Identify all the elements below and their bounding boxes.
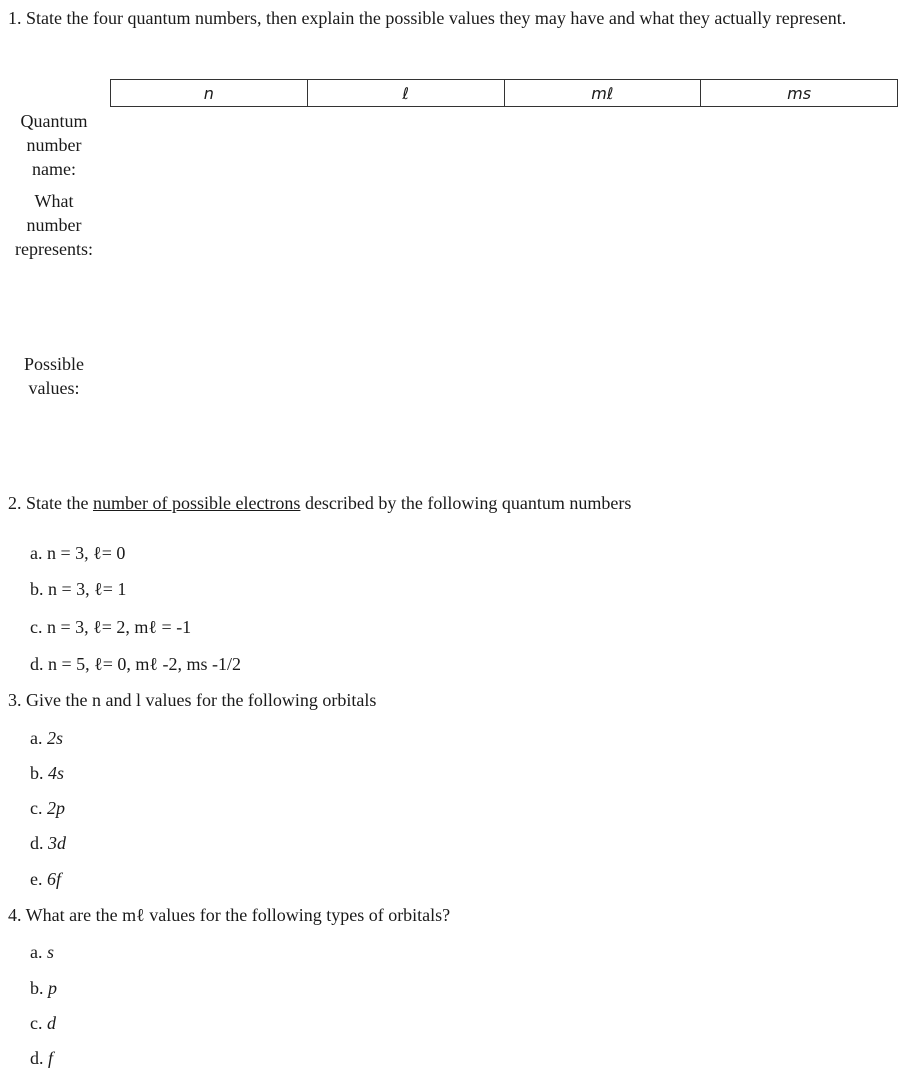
q3-d-orbital: 3d — [48, 833, 66, 853]
question-2-prompt — [8, 493, 631, 514]
header-ms: ms — [701, 80, 898, 107]
q4-item-a — [30, 942, 54, 963]
q3-item-e — [30, 869, 61, 890]
row-label-name — [8, 109, 100, 181]
q2-underlined: number of possible electrons — [92, 493, 301, 513]
question-1-prompt: 1. State the four quantum numbers, then explain the possible values they may have and what they actually represent. — [8, 8, 847, 28]
q4-c-letter: c. — [30, 1013, 47, 1033]
row-label-rep-line1: What — [34, 191, 74, 211]
q2-item-b: b. n = 3, ℓ= 1 — [30, 579, 127, 599]
q3-c-letter: c. — [30, 798, 47, 818]
q4-item-c — [30, 1013, 56, 1034]
q2-item-d: d. n = 5, ℓ= 0, mℓ -2, ms -1/2 — [30, 654, 242, 674]
q2-item-a: a. n = 3, ℓ= 0 — [30, 543, 126, 563]
row-label-val-line2: values: — [28, 378, 80, 398]
q4-a-orbital: s — [47, 942, 55, 962]
q2-prefix: 2. State the — [8, 493, 93, 513]
question-3-prompt: 3. Give the n and l values for the following orbitals — [8, 690, 377, 710]
header-ml: mℓ — [504, 80, 701, 107]
header-n: n — [111, 80, 308, 107]
q3-e-letter: e. — [30, 869, 47, 889]
q2-suffix: described by the following quantum numbers — [300, 493, 632, 513]
quantum-number-table — [110, 79, 898, 107]
q4-a-letter: a. — [30, 942, 47, 962]
q4-item-b — [30, 978, 57, 999]
header-l: ℓ — [307, 80, 504, 107]
question-4-prompt: 4. What are the mℓ values for the following types of orbitals? — [8, 905, 451, 925]
row-label-name-line1: Quantum — [20, 111, 88, 131]
row-label-name-line2: number — [26, 135, 82, 155]
q4-d-orbital: f — [48, 1048, 54, 1068]
row-label-val-line1: Possible — [23, 354, 84, 374]
row-label-represents — [8, 189, 100, 261]
q4-d-letter: d. — [30, 1048, 48, 1068]
q3-c-orbital: 2p — [47, 798, 65, 818]
q3-item-a — [30, 728, 63, 749]
q3-d-letter: d. — [30, 833, 48, 853]
q4-b-letter: b. — [30, 978, 48, 998]
q4-item-d — [30, 1048, 53, 1069]
q3-a-orbital: 2s — [47, 728, 64, 748]
q2-item-c: c. n = 3, ℓ= 2, mℓ = -1 — [30, 617, 192, 637]
row-label-name-line3: name: — [32, 159, 76, 179]
q3-item-b — [30, 763, 64, 784]
q3-a-letter: a. — [30, 728, 47, 748]
q3-e-orbital: 6f — [47, 869, 62, 889]
q3-b-orbital: 4s — [48, 763, 65, 783]
q3-b-letter: b. — [30, 763, 48, 783]
row-label-values — [8, 352, 100, 400]
q3-item-c — [30, 798, 65, 819]
row-label-rep-line3: represents: — [15, 239, 93, 259]
row-label-rep-line2: number — [26, 215, 82, 235]
q4-b-orbital: p — [48, 978, 57, 998]
q4-c-orbital: d — [47, 1013, 56, 1033]
q3-item-d — [30, 833, 66, 854]
